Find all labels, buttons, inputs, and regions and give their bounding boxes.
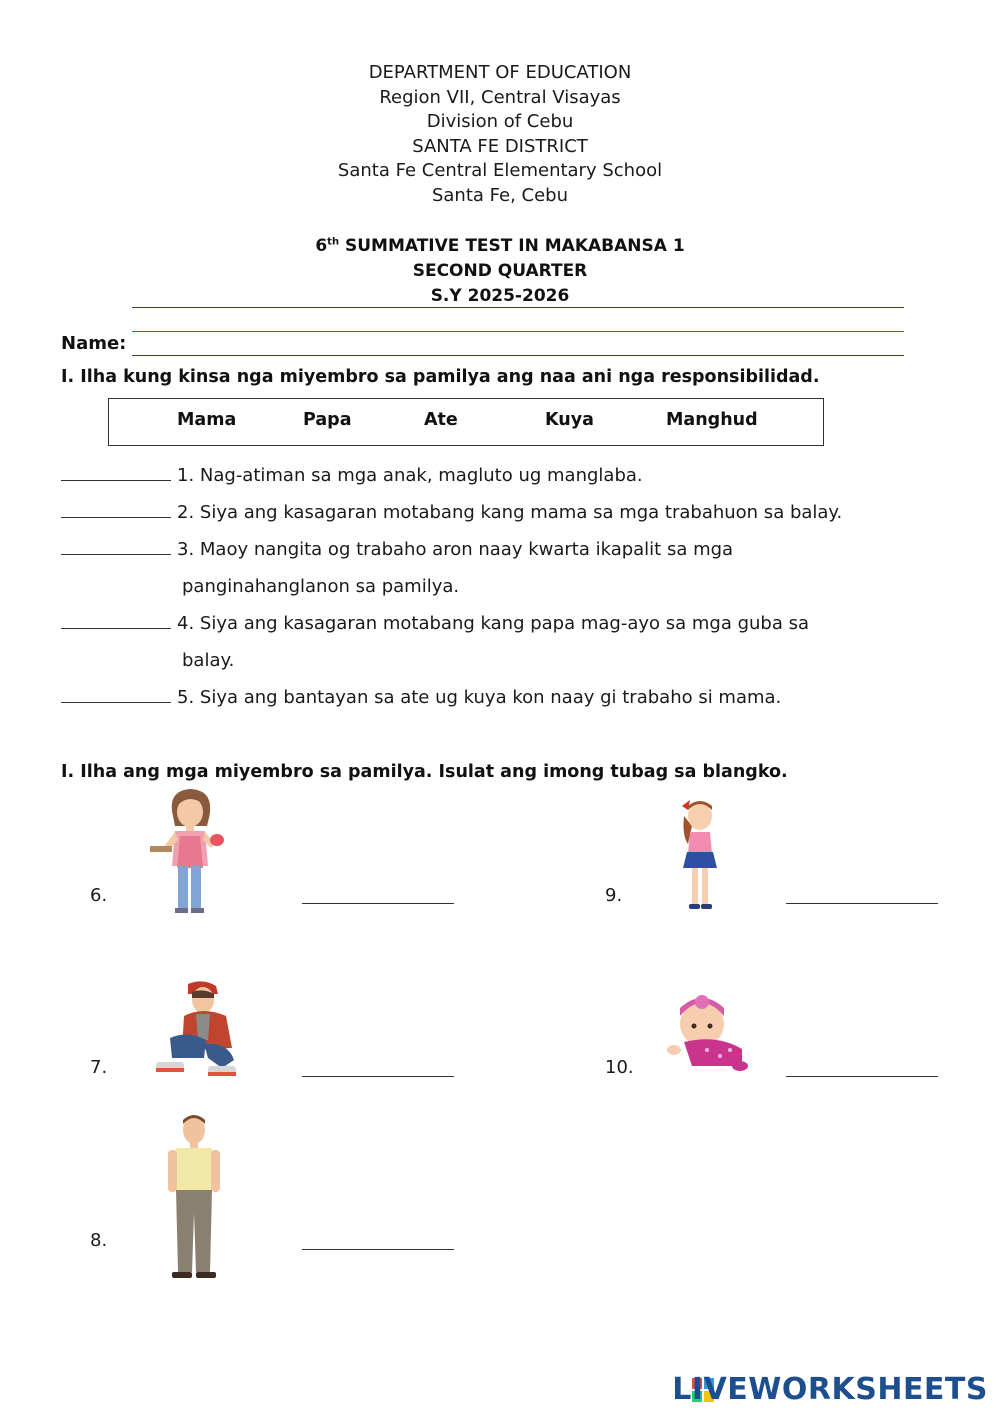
answer-line-9[interactable] <box>786 903 938 904</box>
answer-blank-2[interactable] <box>61 503 171 518</box>
girl-figure <box>672 796 722 914</box>
header-region: Region VII, Central Visayas <box>379 87 621 108</box>
name-line[interactable] <box>132 355 904 356</box>
item-7-number: 7. <box>90 1057 108 1078</box>
choice-papa: Papa <box>303 410 352 430</box>
item-10-number: 10. <box>605 1057 634 1078</box>
choice-kuya: Kuya <box>545 410 594 430</box>
question-3: 3. Maoy nangita og trabaho aron naay kwarta ikapalit sa mga <box>61 539 733 560</box>
answer-blank-5[interactable] <box>61 688 171 703</box>
header-rule-top <box>132 307 904 308</box>
choice-mama: Mama <box>177 410 237 430</box>
answer-line-7[interactable] <box>302 1076 454 1077</box>
father-figure <box>158 1112 230 1284</box>
baby-figure <box>662 994 750 1072</box>
choice-manghud: Manghud <box>666 410 758 430</box>
answer-line-6[interactable] <box>302 903 454 904</box>
question-5: 5. Siya ang bantayan sa ate ug kuya kon naay gi trabaho si mama. <box>61 687 781 708</box>
item-8-number: 8. <box>90 1230 108 1251</box>
answer-line-8[interactable] <box>302 1249 454 1250</box>
part1-instruction: I. Ilha kung kinsa nga miyembro sa pamilya ang naa ani nga responsibilidad. <box>61 367 820 387</box>
question-2: 2. Siya ang kasagaran motabang kang mama sa mga trabahuon sa balay. <box>61 502 842 523</box>
test-title: 6th SUMMATIVE TEST IN MAKABANSA 1 <box>315 236 685 256</box>
question-4: 4. Siya ang kasagaran motabang kang papa mag-ayo sa mga guba sa <box>61 613 809 634</box>
question-3-continued: panginahanglanon sa pamilya. <box>182 576 460 597</box>
liveworksheets-brand: LIVEWORKSHEETS <box>672 1372 988 1407</box>
quarter-title: SECOND QUARTER <box>412 261 588 281</box>
answer-blank-3[interactable] <box>61 540 171 555</box>
name-label: Name: <box>61 333 127 354</box>
choice-ate: Ate <box>424 410 458 430</box>
mother-figure <box>145 786 235 921</box>
header-department: DEPARTMENT OF EDUCATION <box>368 62 632 83</box>
item-9-number: 9. <box>605 885 623 906</box>
item-6-number: 6. <box>90 885 108 906</box>
part2-instruction: I. Ilha ang mga miyembro sa pamilya. Isulat ang imong tubag sa blangko. <box>61 762 788 782</box>
header-school: Santa Fe Central Elementary School <box>337 160 663 181</box>
header-district: SANTA FE DISTRICT <box>412 136 588 157</box>
answer-line-10[interactable] <box>786 1076 938 1077</box>
header-division: Division of Cebu <box>426 111 574 132</box>
school-year: S.Y 2025-2026 <box>430 286 570 306</box>
question-4-continued: balay. <box>182 650 235 671</box>
header-location: Santa Fe, Cebu <box>431 185 569 206</box>
question-1: 1. Nag-atiman sa mga anak, magluto ug manglaba. <box>61 465 643 486</box>
teen-boy-figure <box>148 978 243 1086</box>
answer-blank-1[interactable] <box>61 466 171 481</box>
answer-blank-4[interactable] <box>61 614 171 629</box>
header-rule-red <box>132 331 904 332</box>
